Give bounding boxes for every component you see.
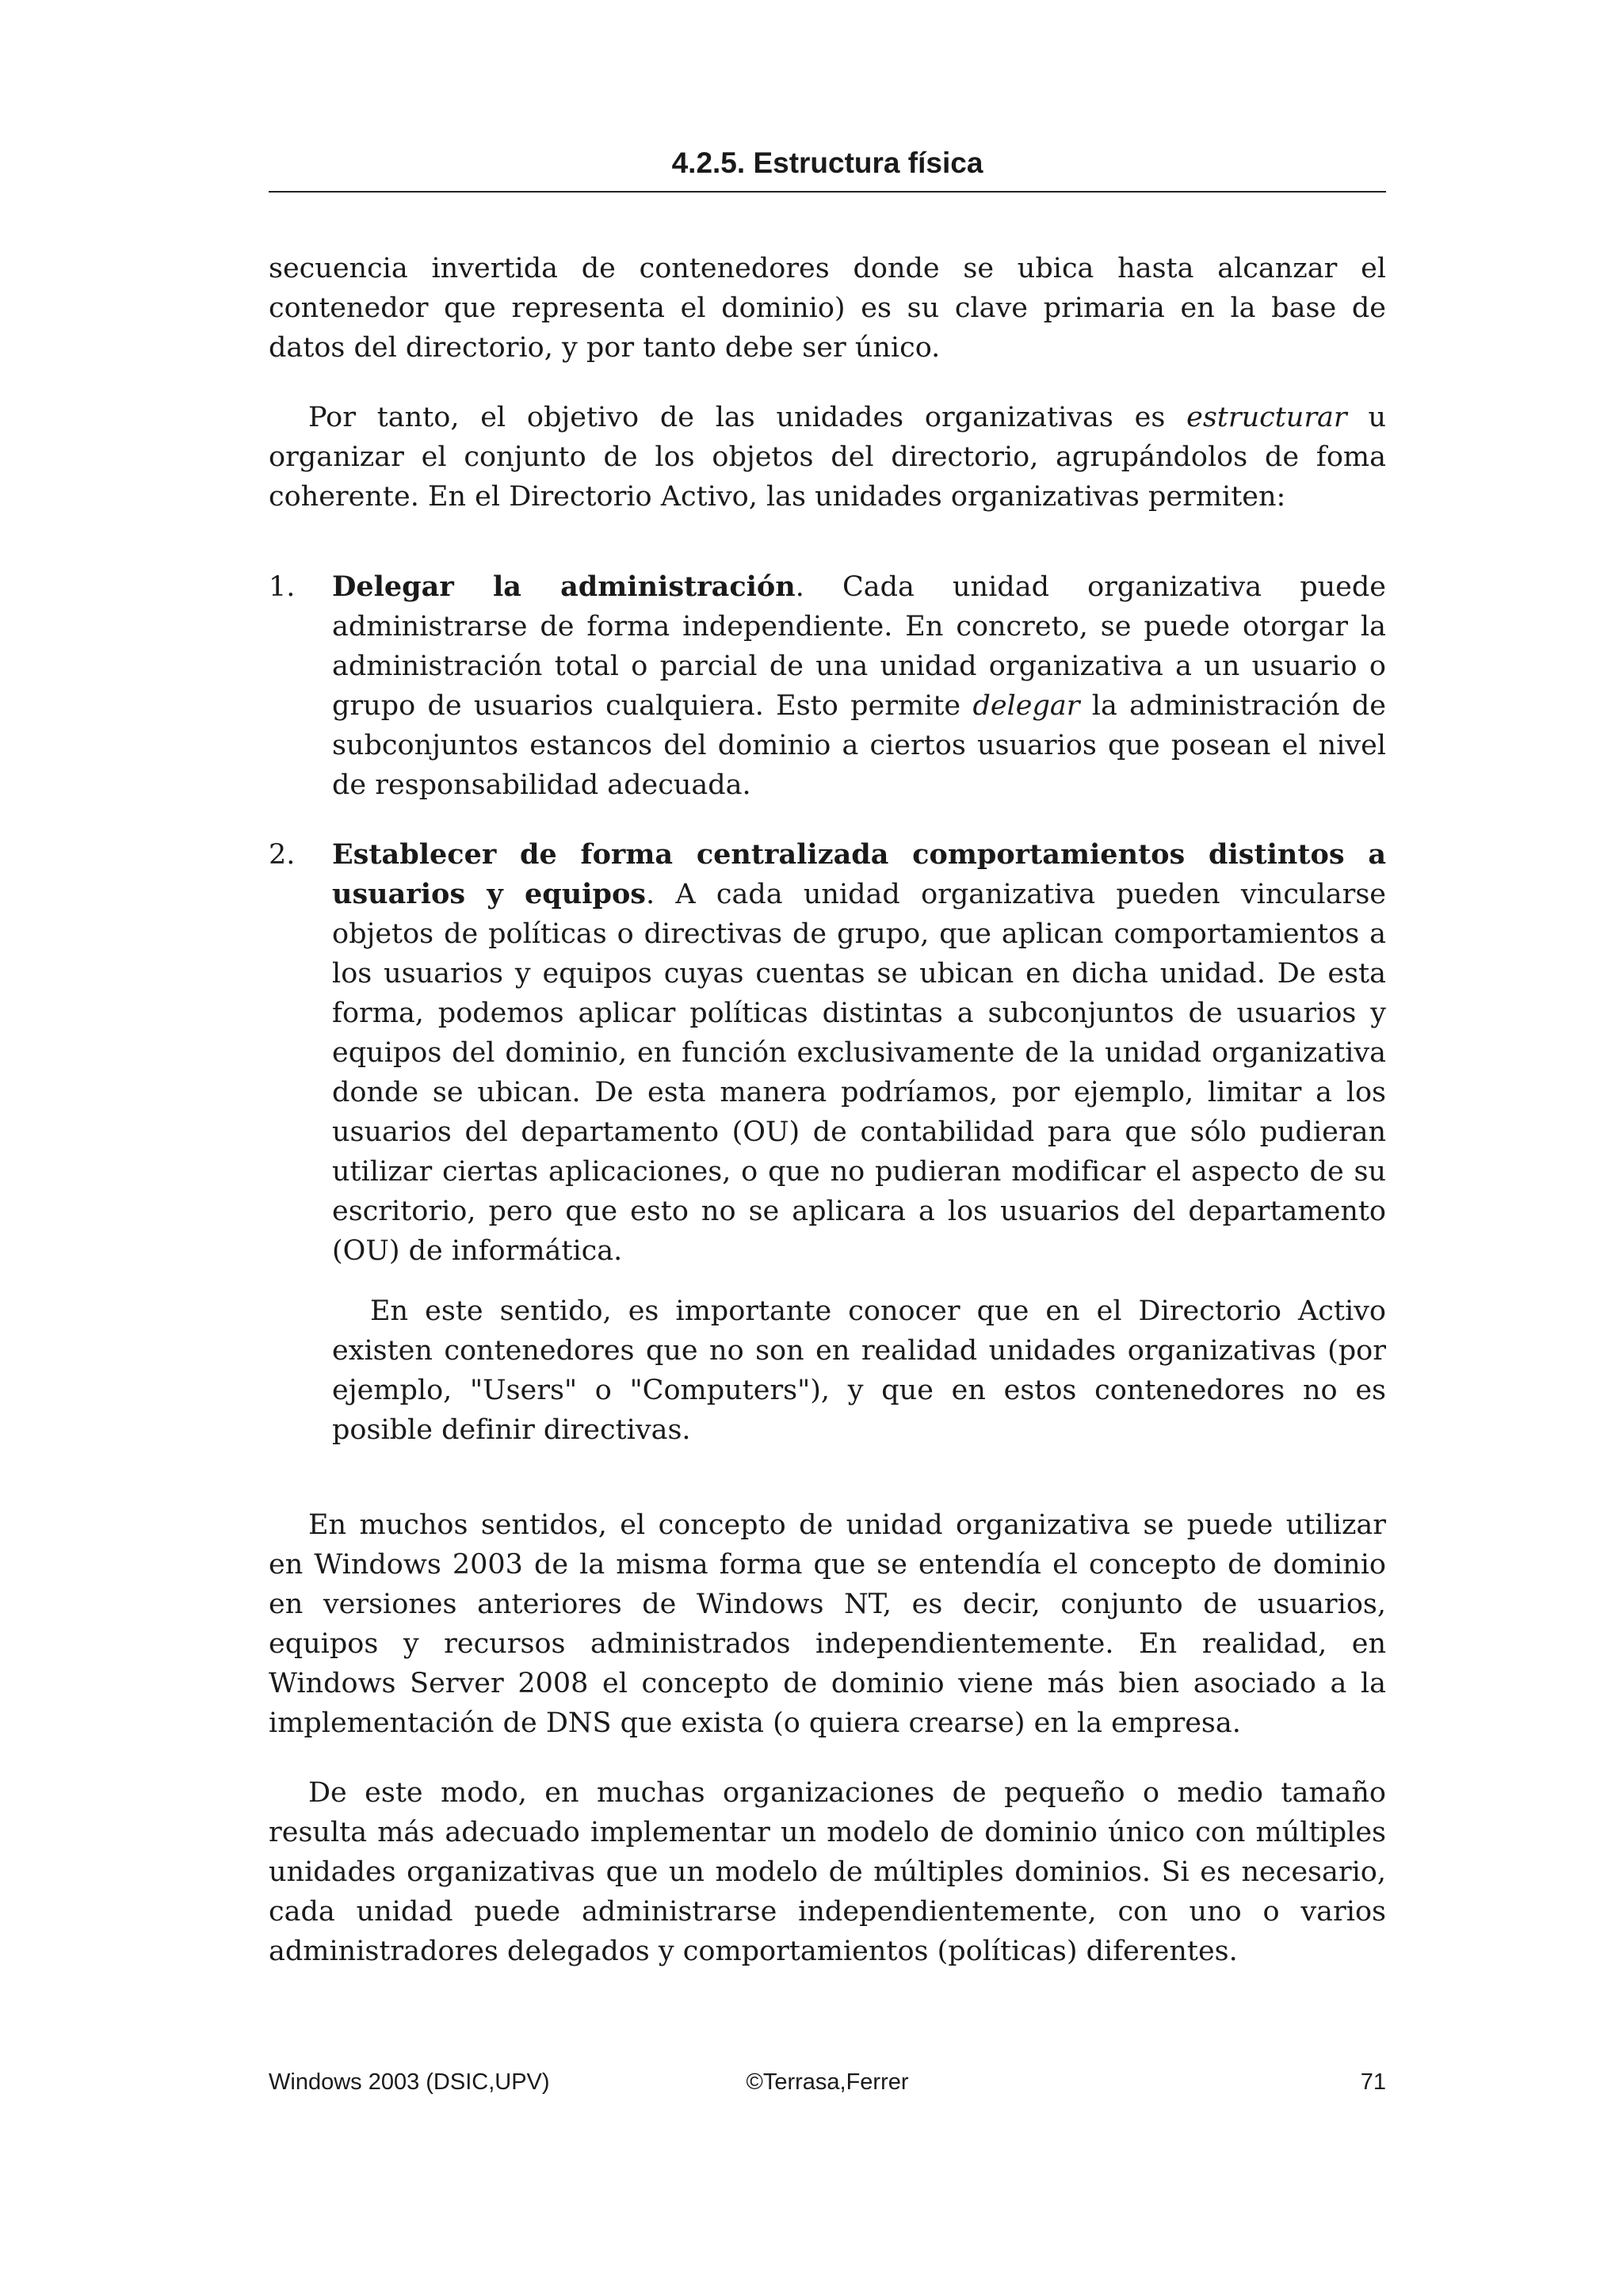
paragraph-continuation: secuencia invertida de contenedores donde se ubica hasta alcanzar el contenedor que representa el dominio) es su clave primaria en la base de datos del directorio, y por tanto debe ser único. — [269, 253, 1386, 364]
list-item — [269, 835, 1386, 1271]
body-content — [269, 249, 1386, 1971]
page-footer — [269, 2066, 1386, 2098]
list-number: 2. — [269, 839, 296, 871]
list-item — [269, 567, 1386, 805]
paragraph-text: Por tanto, el objetivo de las unidades organizativas es — [308, 402, 1187, 433]
list-item-text: . A cada unidad organizativa pueden vincularse objetos de políticas o directivas de grupo, que aplican comportamientos a los usuarios y equipos cuyas cuentas se ubican en dicha unidad. De esta forma, podemos aplicar políticas distintas a subconjuntos de usuarios y equipos del dominio, en función exclusivamente de la unidad organizativa donde se ubican. De esta manera podríamos, por ejemplo, limitar a los usuarios del departamento (OU) de contabilidad para que sólo pudieran utilizar ciertas aplicaciones, o que no pudieran modificar el aspecto de su escritorio, pero que esto no se aplicara a los usuarios del departamento (OU) de informática. — [332, 879, 1386, 1267]
footer-course: Windows 2003 (DSIC,UPV) — [269, 2069, 550, 2095]
paragraph-ou-vs-domain: En muchos sentidos, el concepto de unidad organizativa se puede utilizar en Windows 2003 de la misma forma que se entendía el concepto de dominio en versiones anteriores de Windows NT, es decir, conjunto de usuarios, equipos y recursos administrados independientemente. En realidad, en Windows Server 2008 el concepto de dominio viene más bien asociado a la implementación de DNS que exista (o quiera crearse) en la empresa. — [269, 1509, 1386, 1739]
paragraph-ou-objective — [269, 398, 1386, 517]
list-item-title: Delegar la administración — [332, 570, 796, 603]
emphasis-text: estructurar — [1186, 402, 1347, 433]
footer-authors: ©Terrasa,Ferrer — [746, 2069, 909, 2095]
list-note-paragraph: En este sentido, es importante conocer que en el Directorio Activo existen contenedores que no son en realidad unidades organizativas (por ejemplo, "Users" o "Computers"), y que en estos contenedores no es posible definir directivas. — [332, 1295, 1386, 1446]
page-number: 71 — [1360, 2069, 1386, 2095]
list-item-title: Establecer de forma centralizada comportamientos distintos a usuarios y equipos — [332, 838, 1386, 910]
list-item-text: . Cada unidad organizativa puede administrarse de forma independiente. En concreto, se puede otorgar la administración total o parcial de una unidad organizativa a un usuario o grupo de usuarios cualquiera. Esto permite — [332, 571, 1387, 722]
list-item-text: la administración de subconjuntos estancos del dominio a ciertos usuarios que posean el nivel de responsabilidad adecuada. — [332, 690, 1386, 801]
paragraph-single-domain: De este modo, en muchas organizaciones de pequeño o medio tamaño resulta más adecuado implementar un modelo de dominio único con múltiples unidades organizativas que un modelo de múltiples dominios. Si es necesario, cada unidad puede administrarse independientemente, con uno o varios administradores delegados y comportamientos (políticas) diferentes. — [269, 1777, 1386, 1967]
ou-benefits-list — [269, 567, 1386, 1271]
emphasis-text: delegar — [972, 690, 1080, 722]
list-number: 1. — [269, 571, 296, 603]
section-header: 4.2.5. Estructura física — [671, 147, 983, 179]
paragraph-text: u organizar el conjunto de los objetos del directorio, agrupándolos de foma coherente. En el Directorio Activo, las unidades organizativas permiten: — [269, 402, 1386, 513]
header-divider — [269, 191, 1386, 193]
